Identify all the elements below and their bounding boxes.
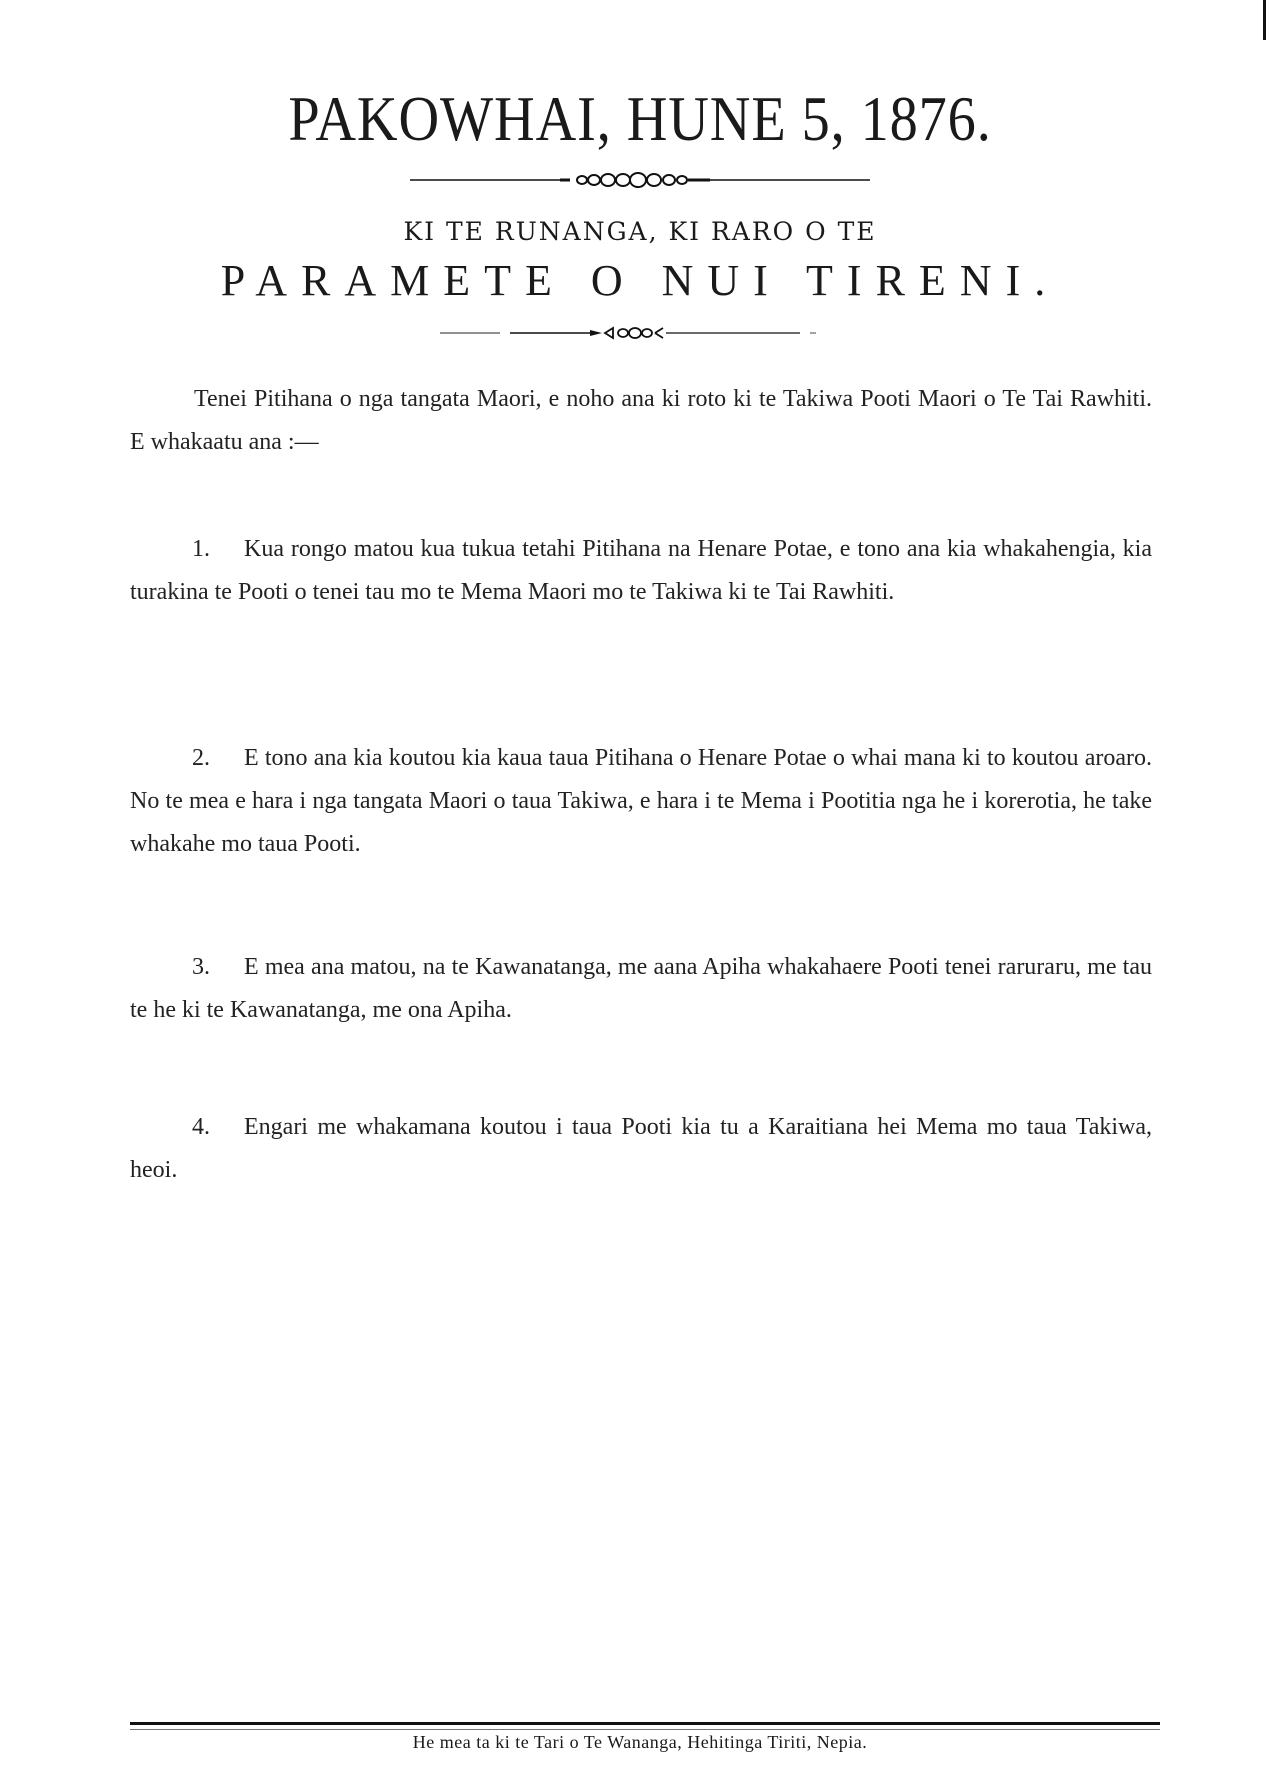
clause-text: E mea ana matou, na te Kawanatanga, me aana Apiha whakahaere Pooti tenei raruraru, me tau te he ki te Kawanatanga, me ona Apiha. (130, 954, 1152, 1023)
clause-number: 1. (192, 536, 210, 562)
clause-text: Kua rongo matou kua tukua tetahi Pitihana na Henare Potae, e tono ana kia whakahengia, kia turakina te Pooti o tenei tau mo te Mema Maori mo te Takiwa ki te Tai Rawhiti. (130, 536, 1152, 605)
addressee-line: KI TE RUNANGA, KI RARO O TE (403, 217, 877, 246)
scan-edge-mark (1263, 0, 1266, 40)
petition-clause-3 (130, 946, 1152, 1032)
ornamental-rule-top (0, 168, 1280, 192)
clause-number: 3. (192, 954, 210, 980)
petition-clause-2 (130, 737, 1152, 866)
clause-text: Engari me whakamana koutou i taua Pooti kia tu a Karaitiana hei Mema mo taua Takiwa, heoi. (130, 1114, 1152, 1183)
printer-imprint: He mea ta ki te Tari o Te Wananga, Hehitinga Tiriti, Nepia. (412, 1732, 868, 1752)
petition-clause-4 (130, 1106, 1152, 1192)
clause-text: E tono ana kia koutou kia kaua taua Pitihana o Henare Potae o whai mana ki to koutou aroaro. No te mea e hara i nga tangata Maori o taua Takiwa, e hara i te Mema i Pootitia nga he i korerotia, he take whakahe mo taua Pooti. (130, 745, 1152, 857)
footer-divider-thin (130, 1729, 1160, 1730)
ornamental-rule-bottom (0, 321, 1280, 345)
clause-number: 2. (192, 745, 210, 771)
clause-number: 4. (192, 1114, 210, 1140)
petition-intro: Tenei Pitihana o nga tangata Maori, e noho ana ki roto ki te Takiwa Pooti Maori o Te Tai Rawhiti. E whakaatu ana :— (130, 386, 1152, 455)
petition-clause-1 (130, 528, 1152, 614)
page-title: PAKOWHAI, HUNE 5, 1876. (288, 83, 992, 154)
parliament-heading: PARAMETE O NUI TIRENI. (220, 256, 1060, 305)
footer-divider (130, 1722, 1160, 1725)
